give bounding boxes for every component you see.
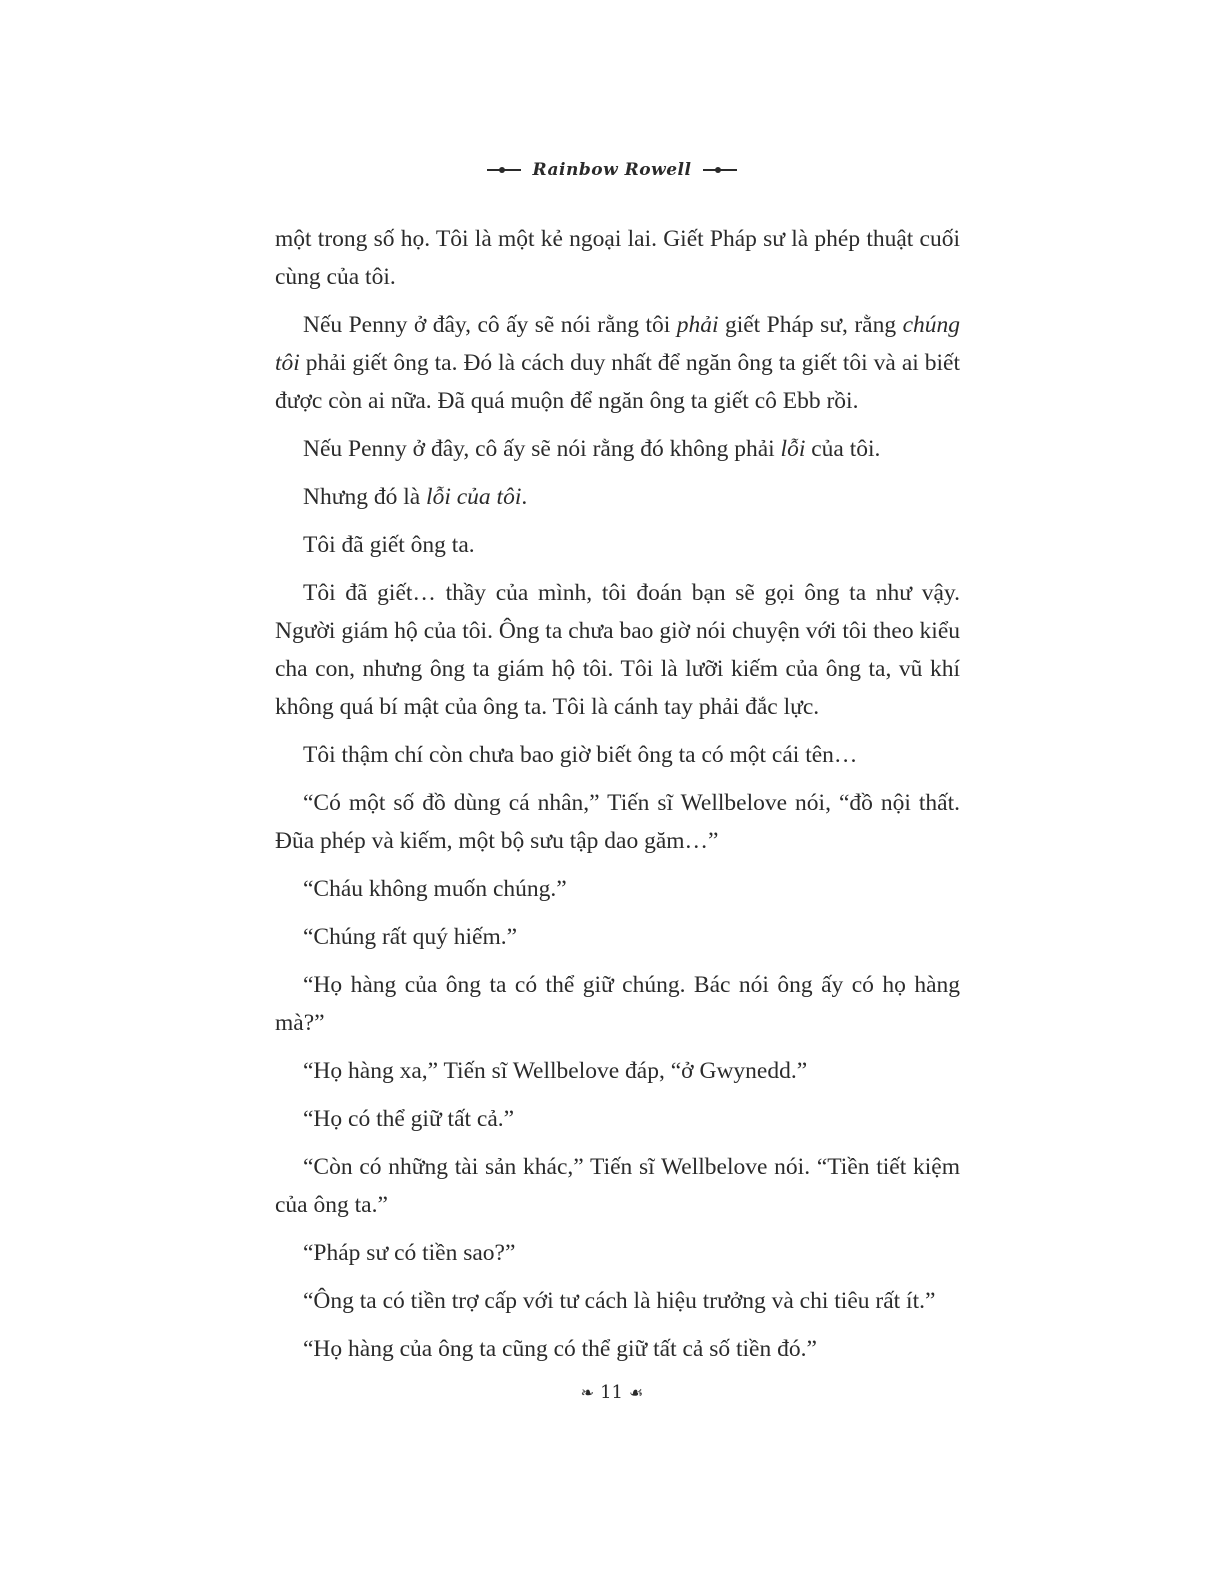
text-run: “Họ hàng xa,” Tiến sĩ Wellbelove đáp, “ở Gwynedd.” bbox=[303, 1058, 808, 1084]
paragraph bbox=[275, 784, 960, 860]
text-run: “Họ hàng của ông ta có thể giữ chúng. Bác nói ông ấy có họ hàng mà?” bbox=[275, 972, 960, 1036]
author-name: Rainbow Rowell bbox=[532, 160, 692, 180]
page-footer bbox=[0, 1382, 1224, 1403]
page-number: 11 bbox=[600, 1382, 623, 1403]
paragraph bbox=[275, 478, 960, 516]
left-fleur-ornament-icon: ❧ bbox=[580, 1383, 595, 1402]
text-run: phải giết ông ta. Đó là cách duy nhất để ngăn ông ta giết tôi và ai biết được còn ai nữa. Đã quá muộn để ngăn ông ta giết cô Ebb rồi. bbox=[275, 350, 960, 414]
paragraph bbox=[275, 1052, 960, 1090]
text-run: “Họ có thể giữ tất cả.” bbox=[303, 1106, 515, 1132]
paragraph bbox=[275, 1148, 960, 1224]
text-run: “Có một số đồ dùng cá nhân,” Tiến sĩ Wellbelove nói, “đồ nội thất. Đũa phép và kiếm, một bộ sưu tập dao găm…” bbox=[275, 790, 960, 854]
paragraph bbox=[275, 220, 960, 296]
running-head bbox=[0, 160, 1224, 180]
right-arrow-ornament-icon bbox=[703, 166, 737, 174]
paragraph bbox=[275, 574, 960, 726]
paragraph bbox=[275, 306, 960, 420]
text-run: của tôi. bbox=[805, 436, 881, 462]
text-run: Nếu Penny ở đây, cô ấy sẽ nói rằng đó không phải bbox=[303, 436, 781, 462]
text-run: “Ông ta có tiền trợ cấp với tư cách là hiệu trưởng và chi tiêu rất ít.” bbox=[303, 1288, 936, 1314]
text-run: “Họ hàng của ông ta cũng có thể giữ tất cả số tiền đó.” bbox=[303, 1336, 817, 1362]
body-text bbox=[275, 220, 960, 1378]
paragraph bbox=[275, 526, 960, 564]
text-run: Tôi đã giết ông ta. bbox=[303, 532, 475, 558]
text-run: “Chúng rất quý hiếm.” bbox=[303, 924, 518, 950]
text-run: “Pháp sư có tiền sao?” bbox=[303, 1240, 516, 1266]
italic-text: lỗi của tôi bbox=[426, 484, 522, 510]
text-run: Nhưng đó là bbox=[303, 484, 427, 510]
right-fleur-ornament-icon: ☙ bbox=[628, 1383, 644, 1402]
text-run: giết Pháp sư, rằng bbox=[718, 312, 903, 338]
paragraph bbox=[275, 1330, 960, 1368]
paragraph bbox=[275, 870, 960, 908]
paragraph bbox=[275, 918, 960, 956]
paragraph bbox=[275, 736, 960, 774]
paragraph bbox=[275, 966, 960, 1042]
left-arrow-ornament-icon bbox=[487, 166, 521, 174]
text-run: Nếu Penny ở đây, cô ấy sẽ nói rằng tôi bbox=[303, 312, 677, 338]
paragraph bbox=[275, 1282, 960, 1320]
text-run: . bbox=[521, 484, 528, 510]
italic-text: lỗi bbox=[780, 436, 806, 462]
text-run: một trong số họ. Tôi là một kẻ ngoại lai. Giết Pháp sư là phép thuật cuối cùng của tôi. bbox=[275, 226, 960, 290]
italic-text: phải bbox=[676, 312, 719, 338]
paragraph bbox=[275, 430, 960, 468]
italic-text: chúng tôi bbox=[275, 312, 960, 376]
text-run: “Cháu không muốn chúng.” bbox=[303, 876, 567, 902]
text-run: Tôi đã giết… thầy của mình, tôi đoán bạn sẽ gọi ông ta như vậy. Người giám hộ của tôi. Ông ta chưa bao giờ nói chuyện với tôi theo kiểu cha con, nhưng ông ta giám hộ tôi. Tôi là lưỡi kiếm của ông ta, vũ khí không quá bí mật của ông ta. Tôi là cánh tay phải đắc lực. bbox=[275, 580, 960, 720]
paragraph bbox=[275, 1100, 960, 1138]
paragraph bbox=[275, 1234, 960, 1272]
text-run: Tôi thậm chí còn chưa bao giờ biết ông ta có một cái tên… bbox=[303, 742, 858, 768]
text-run: “Còn có những tài sản khác,” Tiến sĩ Wellbelove nói. “Tiền tiết kiệm của ông ta.” bbox=[275, 1154, 960, 1218]
